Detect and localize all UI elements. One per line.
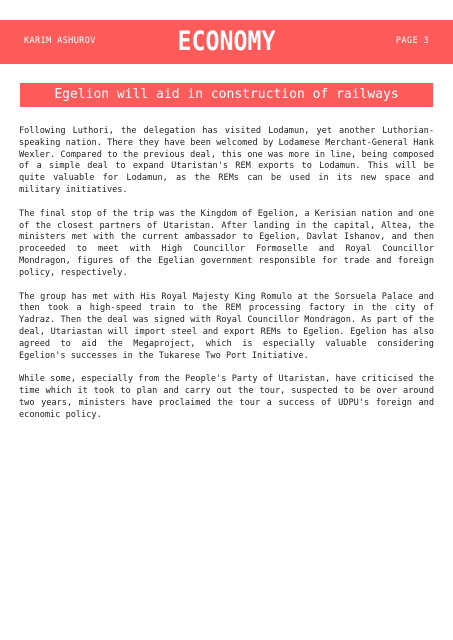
article-body xyxy=(19,126,434,434)
article-headline: Egelion will aid in construction of railways xyxy=(54,87,399,102)
headline-banner xyxy=(20,83,433,107)
article-paragraph: While some, especially from the People's Party of Utaristan, have criticised the time which it took to plan and carry out the tour, suspected to be over around two years, ministers have proclaimed the tour a success of UDPU's foreign and economic policy. xyxy=(19,374,434,420)
page-number: PAGE 3 xyxy=(395,36,429,46)
section-title: ECONOMY xyxy=(177,26,276,57)
article-paragraph: The group has met with His Royal Majesty King Romulo at the Sorsuela Palace and then took a high-speed train to the REM processing factory in the city of Yadraz. Then the deal was signed with Royal Councillor Mondragon. As part of the deal, Utariastan will import steel and export REMs to Egelion. Egelion has also agreed to aid the Megaproject, which is especially valuable considering Egelion's successes in the Tukarese Two Port Initiative. xyxy=(19,291,434,361)
author-name: KARIM ASHUROV xyxy=(24,36,96,46)
article-paragraph: The final stop of the trip was the Kingdom of Egelion, a Kerisian nation and one of the closest partners of Utaristan. After landing in the capital, Altea, the ministers met with the current ambassador to Egelion, Davlat Ishanov, and then proceeded to meet with High Councillor Formoselle and Royal Councillor Mondragon, figures of the Egelian government responsible for trade and foreign policy, respectively. xyxy=(19,208,434,278)
article-paragraph: Following Luthori, the delegation has visited Lodamun, yet another Luthorian-speaking nation. There they have been welcomed by Lodamese Merchant-General Hank Wexler. Compared to the previous deal, this one was more in line, being composed of a simple deal to expand Utaristan's REM exports to Lodamun. This will be quite valuable for Lodamun, as the REMs can be used in its new space and military initiatives. xyxy=(19,126,434,195)
page-header xyxy=(0,20,453,64)
